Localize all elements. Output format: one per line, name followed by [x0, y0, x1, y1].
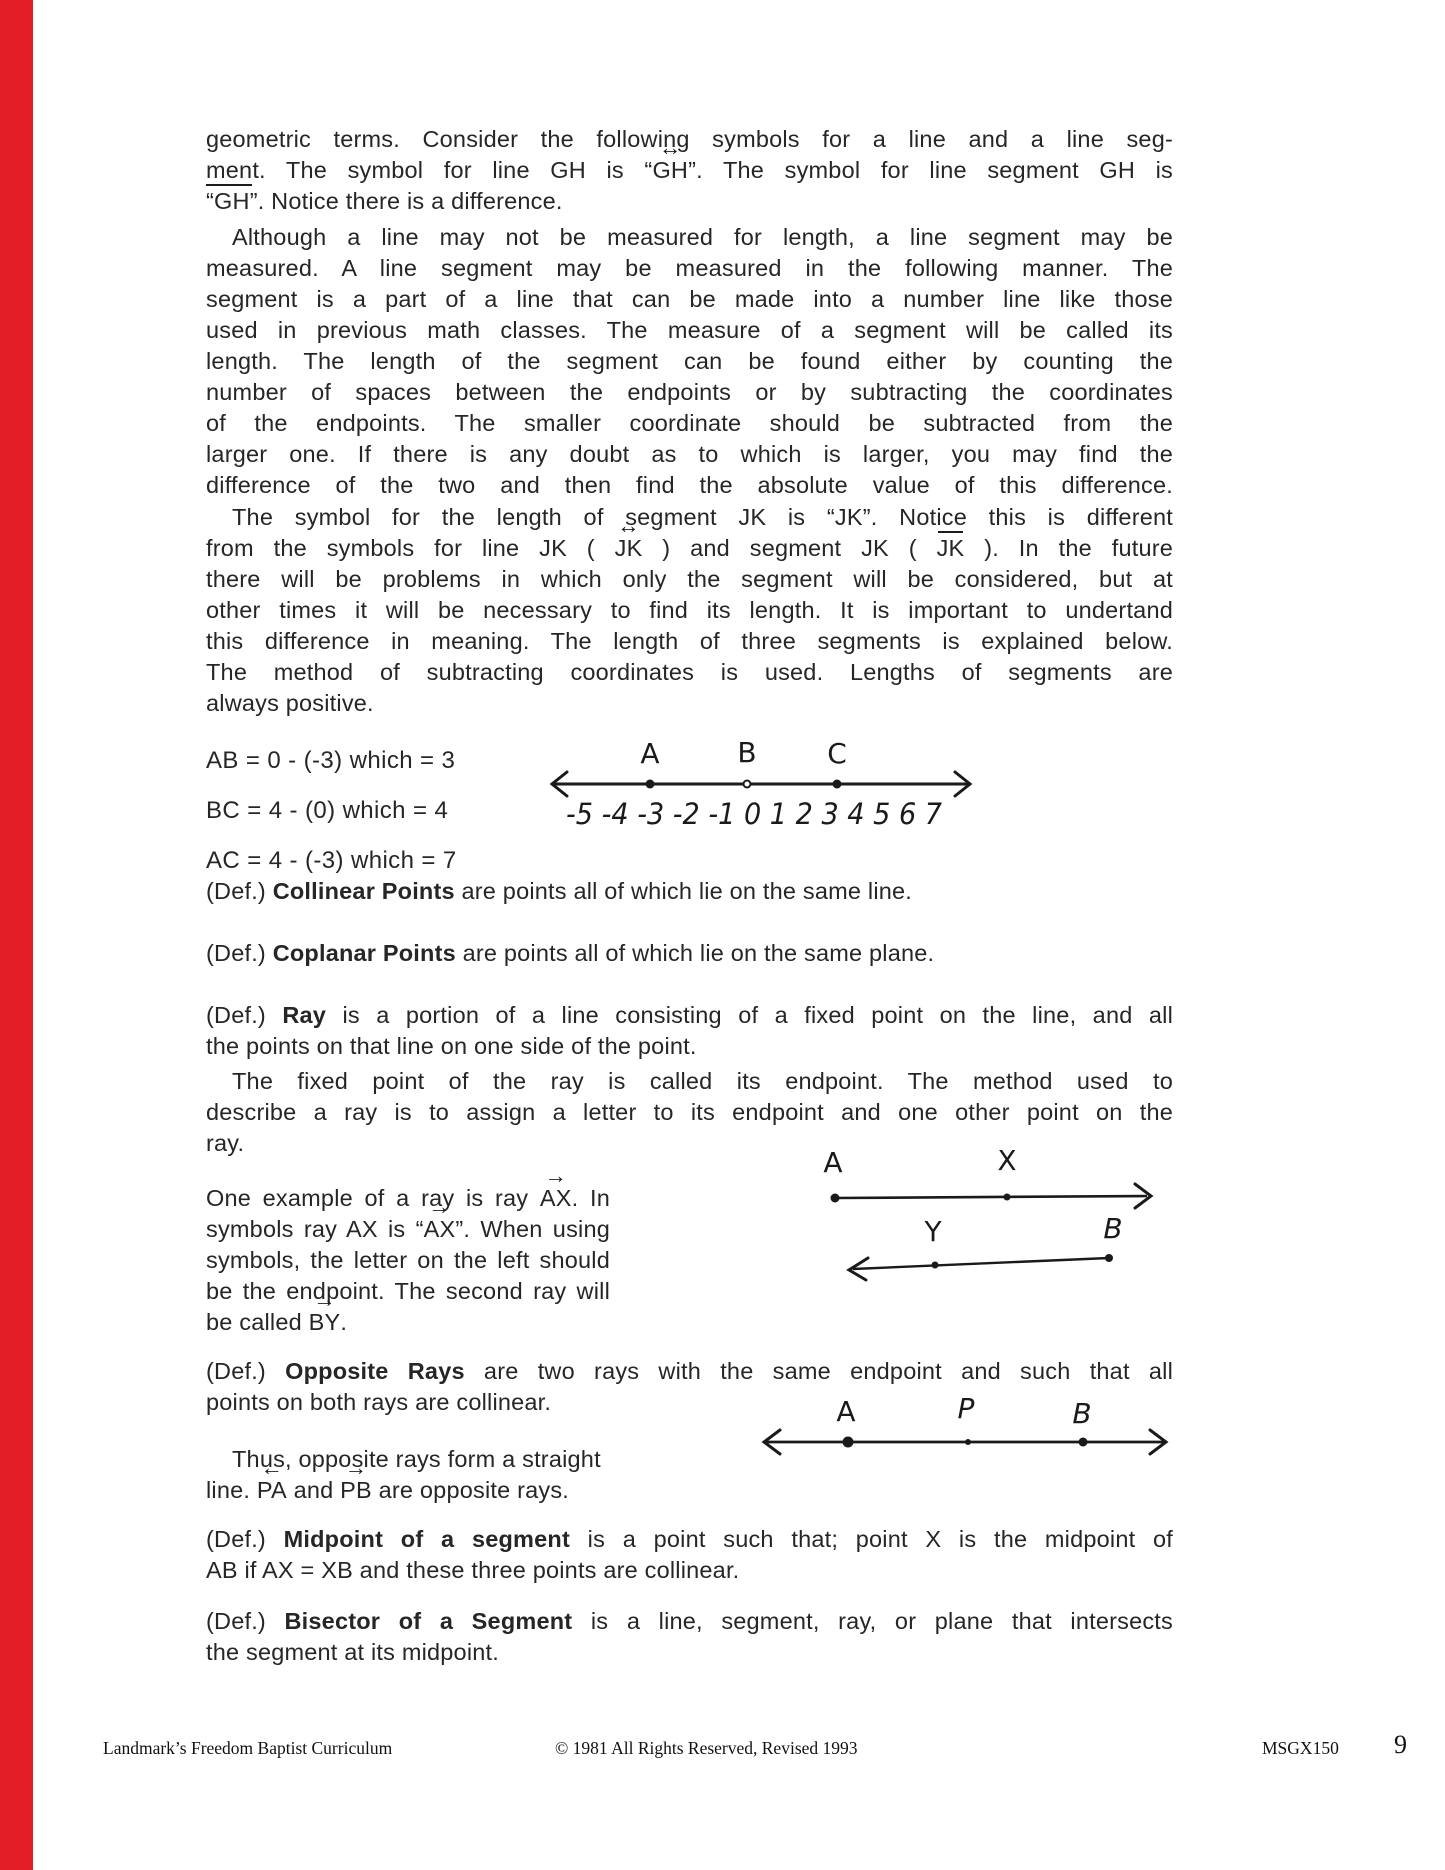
point-B-dot [744, 781, 751, 788]
def-body: are two rays with the same endpoint and such that all [464, 1358, 1173, 1384]
equation-BC: BC = 4 - (0) which = 4 [206, 797, 449, 824]
text-line: difference of the two and then find the absolute value of this difference. [206, 472, 1173, 498]
text-line: larger one. If there is any doubt as to which is larger, you may find the [206, 441, 1173, 467]
line-symbol-JK: ↔ JK [615, 533, 643, 564]
text-line: The method of subtracting coordinates is used. Lengths of segments are [206, 659, 1173, 685]
def-prefix: (Def.) [206, 1526, 284, 1552]
def-midpoint [206, 1524, 1173, 1586]
def-term: Bisector of a Segment [284, 1608, 573, 1634]
text-line: the segment at its midpoint. [206, 1639, 499, 1665]
opposite-rays-diagram [748, 1388, 1180, 1466]
def-term: Ray [282, 1002, 327, 1028]
text-run: “ [206, 188, 215, 214]
text-line: number of spaces between the endpoints or by subtracting the coordinates [206, 379, 1173, 405]
def-body: are points all of which lie on the same line. [454, 878, 913, 904]
text-line [206, 1307, 610, 1338]
number-line-ticks: -5 -4 -3 -2 -1 0 1 2 3 4 5 6 7 [566, 797, 943, 831]
text-line [206, 1000, 1173, 1031]
text-line: length. The length of the segment can be found either by counting the [206, 348, 1173, 374]
red-margin-stripe [0, 0, 33, 1870]
text-line: The fixed point of the ray is called its endpoint. The method used to [232, 1068, 1173, 1094]
ray-symbol-AX: → AX [424, 1214, 456, 1245]
text-line [206, 186, 1173, 217]
ray-symbol-AX: → AX [540, 1183, 572, 1214]
def-collinear [206, 876, 1173, 907]
text-line: segment is a part of a line that can be made into a number line like those [206, 286, 1173, 312]
text-line: measured. A line segment may be measured in the following manner. The [206, 255, 1173, 281]
text-line [206, 155, 1173, 186]
text-line: Thus, opposite rays form a straight [232, 1446, 601, 1472]
text-line: there will be problems in which only the segment will be considered, but at [206, 566, 1173, 592]
point-B-dot [1105, 1254, 1113, 1262]
text-run: symbols ray AX is “ [206, 1216, 424, 1242]
point-C-label: C [827, 737, 847, 770]
text-line: Although a line may not be measured for length, a line segment may be [232, 224, 1173, 250]
segment-symbol-JK: JK [937, 533, 965, 564]
def-prefix: (Def.) [206, 1608, 285, 1634]
segment-symbol-GH: GH [214, 186, 250, 217]
point-C-dot [833, 780, 842, 789]
text-line [206, 533, 1173, 564]
point-X-dot [1004, 1194, 1011, 1201]
text-line: of the endpoints. The smaller coordinate should be subtracted from the [206, 410, 1173, 436]
text-line: points on both rays are collinear. [206, 1389, 552, 1415]
text-line: other times it will be necessary to find its length. It is important to undertand [206, 597, 1173, 623]
text-run: line. [206, 1477, 257, 1503]
point-Y-dot [932, 1262, 939, 1269]
text-run: ”. When using [455, 1216, 610, 1242]
ray-symbol-PB: → PB [340, 1475, 372, 1506]
def-bisector [206, 1606, 1173, 1668]
text-line: be the endpoint. The second ray will [206, 1278, 610, 1304]
def-term: Coplanar Points [272, 940, 456, 966]
underlined-text: men [206, 157, 252, 186]
text-run: from the symbols for line JK ( [206, 535, 615, 561]
equation-AC: AC = 4 - (-3) which = 7 [206, 847, 457, 874]
text-line: AB if AX = XB and these three points are collinear. [206, 1557, 740, 1583]
def-body: are points all of which lie on the same plane. [455, 940, 935, 966]
def-prefix: (Def.) [206, 878, 273, 904]
point-B-dot [1079, 1438, 1088, 1447]
text-line [206, 876, 1173, 907]
text-run: . [340, 1309, 348, 1335]
text-run: t. The symbol for line GH is “ [252, 157, 653, 183]
text-line [206, 1183, 610, 1214]
text-line [206, 938, 1173, 969]
point-X-label: X [997, 1146, 1017, 1177]
text-line [206, 1475, 636, 1506]
point-Y-label: Y [924, 1215, 942, 1248]
ray-symbol-PA: ← PA [257, 1475, 287, 1506]
paragraph-thus [206, 1444, 636, 1506]
text-run: One example of a ray is ray [206, 1185, 540, 1211]
equation-AB: AB = 0 - (-3) which = 3 [206, 747, 456, 774]
text-line: describe a ray is to assign a letter to its endpoint and one other point on the [206, 1099, 1173, 1125]
text-line [206, 1214, 610, 1245]
point-A-label: A [640, 737, 660, 770]
line-symbol-GH: ↔ GH [652, 155, 688, 186]
text-line: ray. [206, 1130, 245, 1156]
text-line [206, 1606, 1173, 1637]
point-P-label: P [957, 1392, 975, 1425]
def-body: is a line, segment, ray, or plane that intersects [572, 1608, 1173, 1634]
point-B-label: B [1072, 1397, 1092, 1430]
text-line: The symbol for the length of segment JK is “JK”. Notice this is different [232, 504, 1173, 530]
text-run: are opposite rays. [371, 1477, 570, 1503]
def-coplanar [206, 938, 1173, 969]
text-run: and [286, 1477, 341, 1503]
paragraph-intro [206, 124, 1173, 217]
def-term: Collinear Points [272, 878, 455, 904]
text-run: be called [206, 1309, 309, 1335]
def-prefix: (Def.) [206, 940, 273, 966]
point-A-dot [831, 1194, 840, 1203]
def-term: Midpoint of a segment [283, 1526, 570, 1552]
footer-code: MSGX150 [1262, 1738, 1339, 1758]
text-run: ) and segment JK ( [642, 535, 937, 561]
footer-copyright: © 1981 All Rights Reserved, Revised 1993 [555, 1738, 858, 1758]
number-line-diagram [540, 731, 985, 841]
text-line [206, 1356, 1173, 1387]
def-prefix: (Def.) [206, 1358, 286, 1384]
ray-symbol-BY: → BY [309, 1307, 341, 1338]
def-term: Opposite Rays [285, 1358, 465, 1384]
text-run: ). In the future [964, 535, 1174, 561]
point-A-label: A [823, 1146, 843, 1179]
point-A-dot [646, 780, 655, 789]
def-ray [206, 1000, 1173, 1062]
def-body: is a portion of a line consisting of a fixed point on the line, and all [326, 1002, 1173, 1028]
point-P-dot [965, 1439, 971, 1445]
paragraph-ray-example [206, 1183, 610, 1338]
point-B-label: B [1103, 1212, 1123, 1245]
point-A-dot [843, 1437, 854, 1448]
text-line: this difference in meaning. The length of three segments is explained below. [206, 628, 1173, 654]
point-B-label: B [737, 736, 757, 769]
ray-AX-BY-diagram [795, 1146, 1175, 1286]
text-line: geometric terms. Consider the following symbols for a line and a line seg- [206, 126, 1173, 152]
paragraph-measuring [206, 222, 1173, 501]
footer-curriculum-name: Landmark’s Freedom Baptist Curriculum [103, 1738, 393, 1758]
page-number: 9 [1394, 1730, 1407, 1759]
text-line: symbols, the letter on the left should [206, 1247, 610, 1273]
text-run: ”. The symbol for line segment GH is [688, 157, 1173, 183]
def-prefix: (Def.) [206, 1002, 283, 1028]
text-line: the points on that line on one side of the point. [206, 1033, 697, 1059]
length-equations [206, 736, 457, 886]
text-line [206, 1524, 1173, 1555]
text-line: always positive. [206, 690, 374, 716]
text-run: . In [571, 1185, 610, 1211]
point-A-label: A [836, 1395, 856, 1428]
text-run: ”. Notice there is a difference. [249, 188, 563, 214]
def-body: is a point such that; point X is the midpoint of [570, 1526, 1173, 1552]
paragraph-length-symbol [206, 502, 1173, 719]
text-line: used in previous math classes. The measure of a segment will be called its [206, 317, 1173, 343]
